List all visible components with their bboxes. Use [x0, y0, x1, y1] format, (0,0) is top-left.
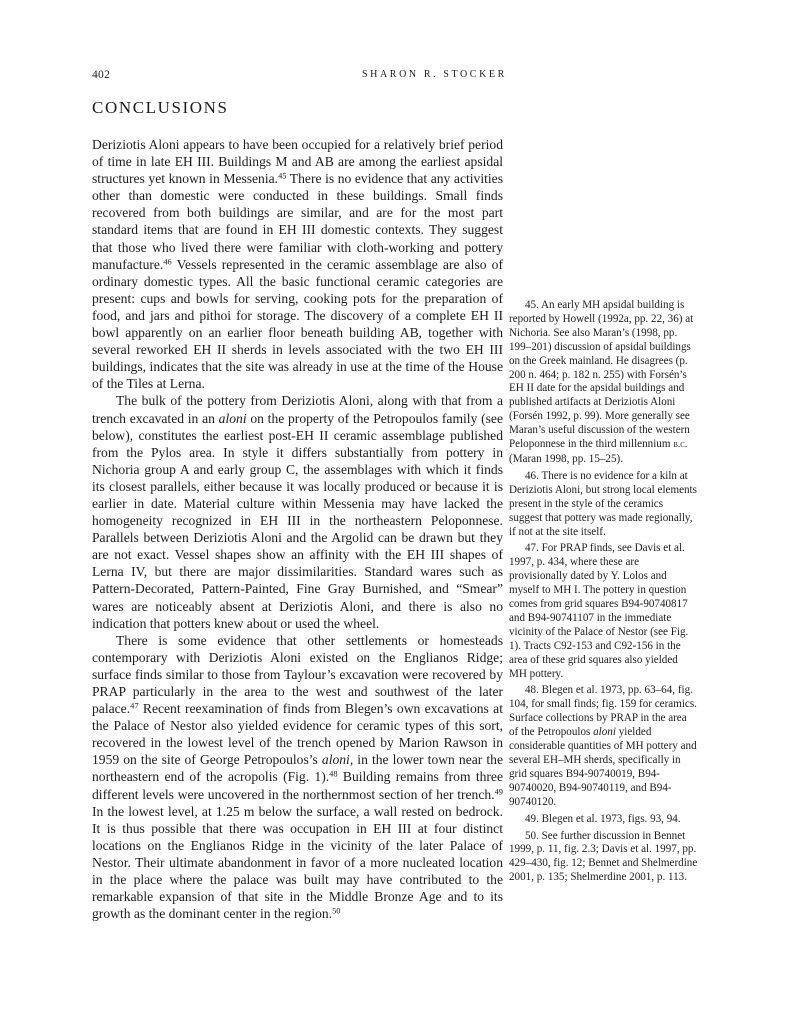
- footnote: [509, 684, 698, 809]
- text-run: Building remains from three different levels were uncovered in the northernmost section of her trench.: [92, 769, 503, 802]
- footnote-ref: 46: [163, 256, 172, 267]
- italic-term: aloni,: [321, 752, 354, 768]
- text-run: 49. Blegen et al. 1973, figs. 93, 94.: [525, 812, 681, 825]
- footnote-ref: 50: [332, 905, 341, 916]
- text-run: Recent reexamination of finds from Blegen’s own excavations at the Palace of Nestor also yielded evidence for ceramic types of this sort, recovered in the lowest level of the trench opened by Marion Rawson in 1959 on the site of George Petropoulos’s: [92, 701, 503, 768]
- text-run: In the lowest level, at 1.25 m below the surface, a wall rested on bedrock. It is thus possible that there was occupation in EH III at four distinct locations on the Englianos Ridge in the vicinity of the later Palace of Nestor. Their ultimate abandonment in favor of a more nucleated location in the place where the palace was built may have contributed to the remarkable expansion of that site in the Middle Bronze Age and to its growth as the dominant center in the region.: [92, 803, 503, 922]
- italic-term: aloni: [218, 410, 247, 426]
- text-run: on the property of the Petropoulos family (see below), constitutes the earliest post-EH II ceramic assemblage published from the Pylos area. In style it differs substantially from pottery in Nichoria group A and early group C, the assemblages with which it finds its closest parallels, either because it was locally produced or because it is earlier in date. Material culture within Messenia may have lacked the homogeneity recognized in EH III in the northeastern Peloponnese. Parallels between Deriziotis Aloni and the Argolid can be drawn but they are not exact. Vessel shapes show an affinity with the EH III shapes of Lerna IV, but there are major dissimilarities. Standard wares such as Pattern-Decorated, Pattern-Painted, Fine Gray Burnished, and “Smear” wares are noticeably absent at Deriziotis Aloni, and there is also no indication that potters knew about or used the wheel.: [92, 410, 503, 631]
- text-run: There is no evidence that any activities other than domestic were conducted in these buildings. Small finds recovered from both buildings are similar, and are for the most part standard items that are found in EH III domestic contexts. They suggest that those who lived there were familiar with cloth-working and pottery manufacture.: [92, 171, 503, 272]
- body-paragraph: [92, 632, 503, 923]
- text-run: 46. There is no evidence for a kiln at Deriziotis Aloni, but strong local elements present in the style of the ceramics suggest that pottery was made regionally, if not at the site itself.: [509, 469, 697, 538]
- main-text: [92, 136, 503, 922]
- text-run: Vessels represented in the ceramic assemblage are also of ordinary domestic types. All the basic functional ceramic categories are present: cups and bowls for serving, cooking pots for the preparation of food, and jars and pithoi for storage. The discovery of a complete EH II bowl apparently on an earlier floor beneath building AB, together with several reworked EH II sherds in levels associated with the two EH III buildings, indicates that the site was already in use at the time of the House of the Tiles at Lerna.: [92, 256, 503, 392]
- text-run: 48. Blegen et al. 1973, pp. 63–64, fig. 104, for small finds; fig. 159 for ceramics. Surface collections by PRAP in the area of the Petropoulos: [509, 684, 697, 739]
- page-header: [0, 69, 792, 83]
- footnote: [509, 542, 698, 681]
- body-paragraph: [92, 392, 503, 631]
- text-run: in the lower town near the northeastern end of the acropolis (Fig. 1).: [92, 752, 503, 785]
- footnotes: [509, 299, 698, 888]
- text-run: 50. See further discussion in Bennet 1999, p. 11, fig. 2.3; Davis et al. 1997, pp. 429–430, fig. 12; Bennet and Shelmerdine 2001, p. 135; Shelmerdine 2001, p. 113.: [509, 829, 698, 884]
- page-number: 402: [92, 69, 111, 81]
- text-run: There is some evidence that other settlements or homesteads contemporary with Deriziotis Aloni existed on the Englianos Ridge; surface finds similar to those from Taylour’s excavation were recovered by PRAP particularly in the area to the west and southwest of the later palace.: [92, 632, 503, 717]
- footnote: [509, 830, 698, 886]
- text-run: yielded considerable quantities of MH pottery and several EH–MH sherds, specifically in grid squares B94-90740019, B94-90740020, B94-90740119, and B94-90740120.: [509, 726, 697, 808]
- running-head: SHARON R. STOCKER: [362, 69, 507, 80]
- italic-term: aloni: [593, 726, 616, 739]
- footnote: [509, 470, 698, 540]
- body-paragraph: [92, 136, 503, 392]
- section-heading: CONCLUSIONS: [92, 98, 229, 117]
- text-run: 45. An early MH apsidal building is reported by Howell (1992a, pp. 22, 36) at Nichoria. See also Maran’s (1998, pp. 199–201) discussion of apsidal buildings on the Greek mainland. He disagrees (p. 200 n. 464; p. 182 n. 255) with Forsén’s EH II date for the apsidal buildings and published artifacts at Deriziotis Aloni (Forsén 1992, p. 99). More generally see Maran’s useful discussion of the western Peloponnese in the third millennium: [509, 299, 694, 451]
- text-run: Deriziotis Aloni appears to have been occupied for a relatively brief period of time in late EH III. Buildings M and AB are among the earliest apsidal structures yet known in Messenia.: [92, 137, 503, 187]
- text-run: 47. For PRAP finds, see Davis et al. 1997, p. 434, where these are provisionally dated by Y. Lolos and myself to MH I. The pottery in question comes from grid squares B94-90740817 and B94-90741107 in the immediate vicinity of the Palace of Nestor (see Fig. 1). Tracts C92-153 and C92-156 in the area of these grid squares also yielded MH pottery.: [509, 542, 689, 680]
- footnote-ref: 45: [278, 170, 287, 181]
- small-caps-term: b.c.: [673, 440, 688, 451]
- footnote-ref: 49: [494, 785, 503, 796]
- text-run: The bulk of the pottery from Deriziotis Aloni, along with that from a trench excavated in an: [92, 393, 503, 426]
- footnote: [509, 813, 698, 827]
- footnote-ref: 47: [130, 700, 139, 711]
- footnote: [509, 299, 698, 467]
- text-run: (Maran 1998, pp. 15–25).: [509, 452, 623, 465]
- footnote-ref: 48: [329, 768, 338, 779]
